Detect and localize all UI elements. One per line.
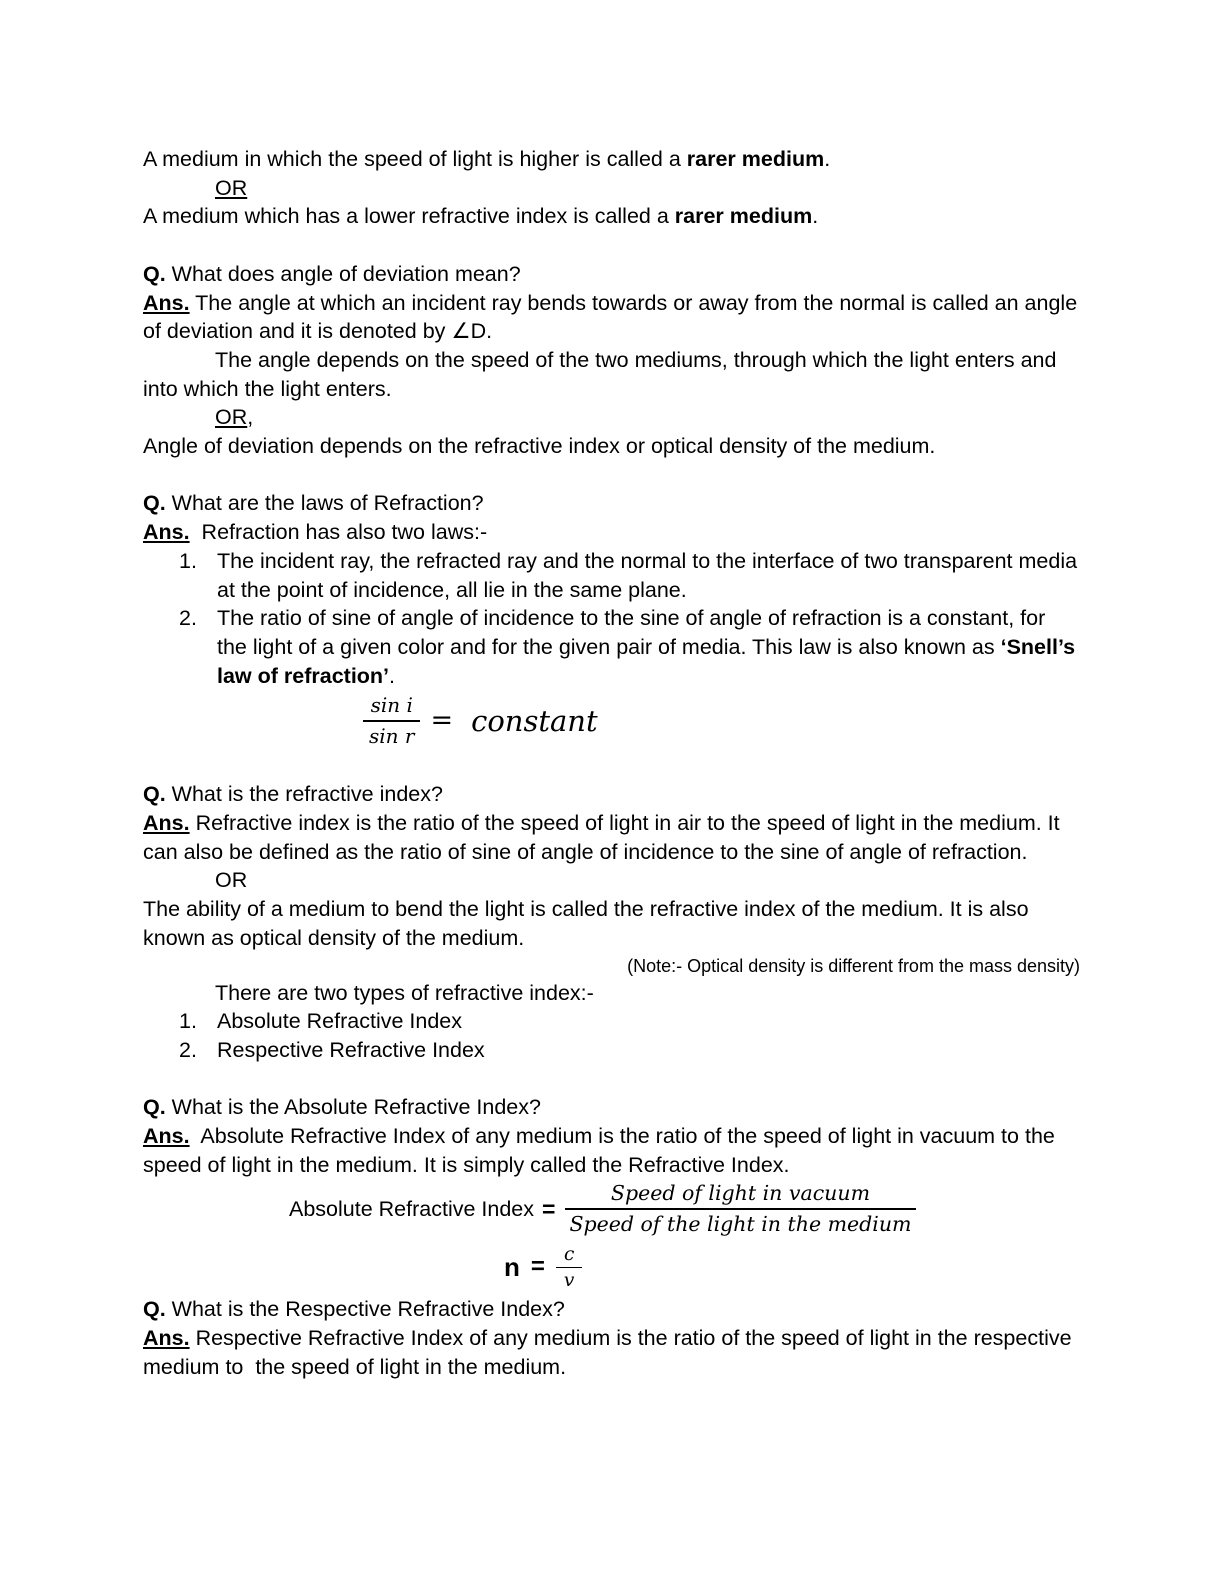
paragraph-ability-to-bend — [143, 895, 1080, 952]
question-absolute-refractive-index — [143, 1093, 1080, 1122]
answer-label: Ans. — [143, 811, 190, 836]
list-item-absolute-index — [143, 1007, 1080, 1036]
paragraph-two-types — [143, 979, 1080, 1008]
paragraph-angle-depends — [143, 346, 1080, 403]
item-text: The ratio of sine of angle of incidence to the sine of angle of refraction is a constant, for the light of a given color and for the given pair of media. This law is also known as — [217, 606, 1052, 659]
answer-respective-refractive-index — [143, 1324, 1080, 1381]
or-suffix: , — [247, 405, 254, 430]
snell-law-formula — [363, 690, 1080, 752]
numerator: c — [563, 1243, 575, 1265]
fraction — [556, 1244, 582, 1291]
item-number: 2. — [179, 606, 197, 631]
question-laws-of-refraction — [143, 489, 1080, 518]
fraction — [363, 694, 420, 748]
formula-label: Absolute Refractive Index — [289, 1197, 534, 1222]
answer-text: Refractive index is the ratio of the speed of light in air to the speed of light in the medium. It can also be defined as the ratio of sine of angle of incidence to the sine of angle of refraction. — [143, 811, 1066, 864]
equals-sign: = — [530, 1253, 545, 1281]
answer-label: Ans. — [143, 290, 190, 315]
item-number: 1. — [179, 1009, 197, 1034]
denominator: sin r — [363, 720, 420, 748]
answer-label: Ans. — [143, 1326, 190, 1351]
item-number: 1. — [179, 548, 197, 573]
question-text: What does angle of deviation mean? — [165, 261, 521, 286]
paragraph-text: Angle of deviation depends on the refractive index or optical density of the medium. — [143, 434, 936, 459]
equals-sign: = — [430, 704, 454, 736]
answer-refractive-index — [143, 809, 1080, 866]
numerator: Speed of light in vacuum — [610, 1181, 871, 1206]
paragraph-text: A medium which has a lower refractive index is called a — [143, 204, 675, 229]
answer-text: The angle at which an incident ray bends towards or away from the normal is called an angle of deviation and it is denoted by ∠D. — [143, 290, 1084, 344]
question-label: Q. — [143, 491, 166, 516]
or-label: OR — [215, 175, 248, 200]
question-label: Q. — [143, 1297, 166, 1322]
paragraph-text: The angle depends on the speed of the two mediums, through which the light enters and into which the light enters. — [143, 347, 1063, 401]
blank-line — [143, 1065, 1080, 1094]
question-text: What is the refractive index? — [165, 782, 443, 807]
bold-text: rarer medium — [674, 204, 813, 229]
bold-text: ‘Snell’s law of refraction’ — [217, 634, 1082, 688]
blank-line — [143, 461, 1080, 490]
absolute-refractive-index-formula — [289, 1179, 1080, 1239]
question-refractive-index — [143, 780, 1080, 809]
paragraph-text: A medium in which the speed of light is higher is called a — [143, 147, 687, 171]
question-text: What are the laws of Refraction? — [165, 491, 484, 516]
paragraph-text: There are two types of refractive index:- — [215, 980, 594, 1005]
paragraph-text: . — [824, 147, 831, 171]
item-text: Respective Refractive Index — [217, 1037, 485, 1062]
answer-absolute-refractive-index — [143, 1122, 1080, 1179]
paragraph-text: . — [812, 204, 819, 229]
equals-sign: = — [542, 1196, 556, 1223]
blank-line — [143, 231, 1080, 260]
denominator: v — [556, 1267, 582, 1291]
formula-result: constant — [471, 703, 598, 738]
answer-text: Absolute Refractive Index of any medium is the ratio of the speed of light in vacuum to the speed of light in the medium. It is simply called the Refractive Index. — [143, 1124, 1061, 1177]
note-text: (Note:- Optical density is different from the mass density) — [627, 955, 1080, 976]
numerator: sin i — [370, 693, 413, 718]
answer-laws-of-refraction — [143, 518, 1080, 547]
answer-label: Ans. — [143, 1124, 190, 1149]
or-label: OR — [215, 868, 248, 893]
question-respective-refractive-index — [143, 1295, 1080, 1324]
question-label: Q. — [143, 1095, 166, 1120]
list-item-law-1 — [143, 547, 1084, 604]
question-text: What is the Absolute Refractive Index? — [165, 1095, 541, 1120]
paragraph-text: The ability of a medium to bend the light is called the refractive index of the medium. It is also known as optical density of the medium. — [143, 897, 1035, 950]
item-text: Absolute Refractive Index — [217, 1009, 462, 1034]
question-label: Q. — [143, 261, 166, 286]
paragraph-rarer-medium-index — [143, 202, 1080, 231]
question-text: What is the Respective Refractive Index? — [165, 1297, 565, 1322]
n-equals-c-over-v-formula — [504, 1239, 1080, 1295]
list-item-respective-index — [143, 1036, 1080, 1065]
question-angle-of-deviation — [143, 260, 1080, 289]
item-text: The incident ray, the refracted ray and the normal to the interface of two transparent media at the point of incidence, all lie in the same plane. — [217, 548, 1084, 602]
bold-text: rarer medium — [686, 147, 825, 171]
fraction — [565, 1181, 915, 1237]
or-separator-2 — [143, 403, 1080, 432]
answer-text: Respective Refractive Index of any medium is the ratio of the speed of light in the respective medium to the speed of light in the medium. — [143, 1326, 1078, 1379]
or-separator-3 — [143, 866, 1080, 895]
or-separator-1 — [143, 174, 1080, 203]
paragraph-rarer-medium-speed — [143, 145, 1080, 174]
item-text: . — [389, 663, 396, 688]
list-item-law-2 — [143, 604, 1080, 690]
formula-variable: n — [504, 1252, 520, 1283]
answer-angle-of-deviation — [143, 289, 1084, 346]
question-label: Q. — [143, 782, 166, 807]
answer-label: Ans. — [143, 520, 190, 545]
or-label: OR — [215, 405, 248, 430]
note-optical-density — [143, 953, 1080, 979]
denominator: Speed of the light in the medium — [565, 1208, 915, 1237]
answer-text: Refraction has also two laws:- — [189, 520, 488, 545]
item-number: 2. — [179, 1037, 197, 1062]
paragraph-deviation-depends — [143, 432, 1080, 461]
